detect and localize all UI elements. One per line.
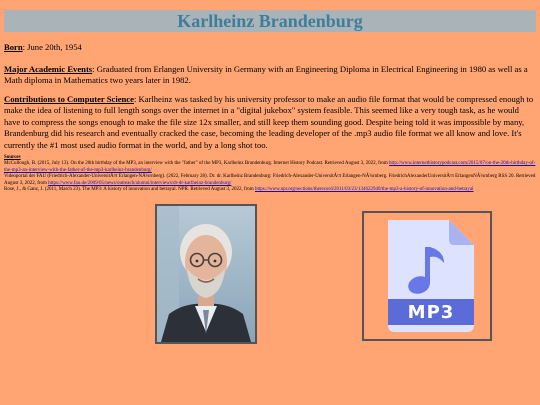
contributions-section (4, 94, 534, 151)
source-link[interactable]: http://www.internethistorypodcast.com/2015/07/on-the-20th-birthday-of-the-mp3-an-interview-with-the-father-of-the-mp3-karlheinz-brandenburg/ (4, 161, 536, 173)
source-entry (4, 174, 536, 187)
source-entry (4, 187, 536, 193)
sources-title: Sources (4, 155, 21, 160)
mp3-label: MP3 (407, 301, 455, 323)
portrait-photo (155, 204, 257, 344)
page-title: Karlheinz Brandenburg (177, 10, 363, 31)
portrait-image (157, 206, 255, 342)
source-entry (4, 161, 536, 174)
title-bar (4, 10, 536, 32)
mp3-image-frame (362, 211, 492, 341)
academic-section (4, 64, 534, 87)
born-label: Born (4, 42, 23, 52)
academic-text: : Graduated from Erlangen University in Germany with an Engineering Diploma in Electrical Engineering in 1980 as well as a Math diploma in Mathematics two years later in 1982. (4, 64, 528, 86)
born-section (4, 42, 534, 53)
contributions-text: : Karlheinz was tasked by his university professor to make an audio file format that would be compressed enough to make the idea of listening to full length songs over the internet in a "digital jukebox" system feasible. This seemed like a very tough task, as he would have to compress the songs enough to make the file size 12x smaller, and still keep them sounding good. Despite being told it was impossible by many, Brandenburg did his research and eventually cracked the case, becoming the leading developer of the .mp3 audio file format we all know and love. It's currently the #1 most used audio format in the world, and by a long shot too. (4, 94, 534, 150)
source-text: McCullough, B. (2015, July 13). On the 20th birthday of the MP3, an interview with the "father" of the MP3, Karlheinz Brandenburg. Internet History Podcast. Retrieved August 3, 2022, from (4, 161, 390, 167)
academic-label: Major Academic Events (4, 64, 93, 74)
source-link[interactable]: https://www.npr.org/sections/therecord/2011/03/23/134622940/the-mp3-a-history-of-innovation-and-betrayal (254, 187, 474, 193)
source-text: Videoportal der FAU (Friedrich-Alexander-UniversitÃ¤t Erlangen-NÃ¼rnberg). (2022, February 28). Dr. dr. Karlheinz Brandenburg: Friedrich-Alexander-UniversitÃ¤t Erlangen-NÃ¼rnberg. FriedrichAlexanderUniversitÃ¤t ErlangenNÃ¼rnberg RSS 20. Retrieved August 3, 2022, from (4, 174, 536, 186)
contributions-label: Contributions to Computer Science (4, 94, 134, 104)
born-text: : June 20th, 1954 (22, 42, 82, 52)
sources-section (4, 155, 536, 193)
source-text: Rose, J., & Ganz, J. (2011, March 23). The MP3: A history of innovation and betrayal. NPR. Retrieved August 3, 2022, from (4, 187, 255, 193)
source-link[interactable]: https://www.fau.de/2009/05/news/outreach/alumni/interviews/dr-dr-karlheinz-brandenburg/ (48, 180, 232, 186)
